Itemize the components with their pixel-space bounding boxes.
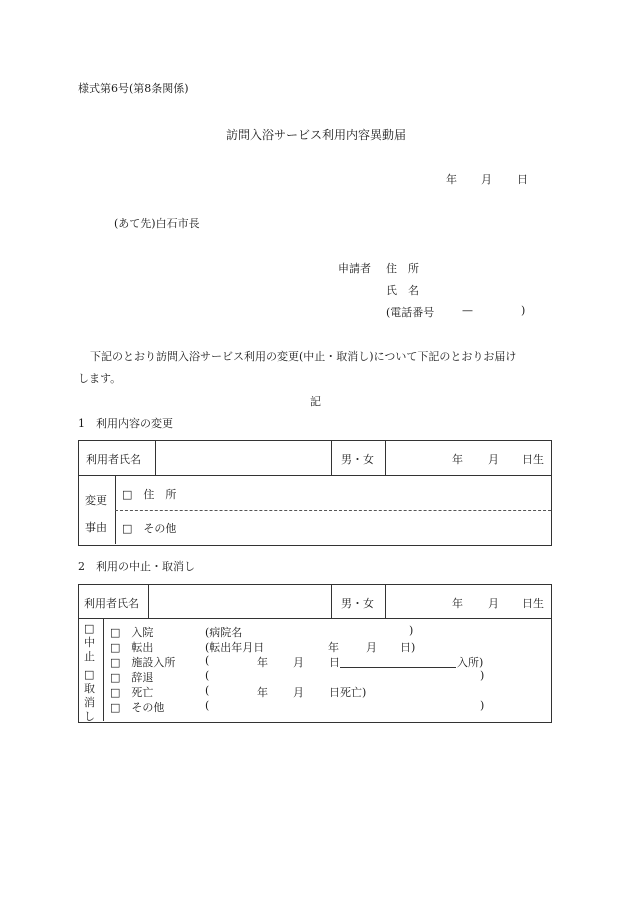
section1-birth-month: 月	[488, 453, 499, 466]
row-hospitalization-item[interactable]: □ 入院	[110, 626, 154, 639]
section1-birth-day: 日生	[522, 453, 544, 466]
section1-name-divider	[155, 440, 156, 475]
ki-heading: 記	[310, 395, 321, 408]
row-moveout-detail: (転出年月日	[205, 641, 265, 654]
side-chushi-char-2: 止	[84, 650, 95, 663]
section1-heading: 1 利用内容の変更	[78, 417, 173, 430]
applicant-phone-close: )	[521, 304, 526, 317]
section2-birth-month: 月	[488, 597, 499, 610]
date-day: 日	[517, 173, 528, 186]
side-torikeshi-char-1: 取	[84, 682, 95, 695]
row-death-item[interactable]: □ 死亡	[110, 686, 154, 699]
applicant-phone-label: (電話番号	[386, 306, 435, 319]
section1-option-other[interactable]: □ その他	[122, 522, 177, 535]
section1-gender[interactable]: 男・女	[341, 453, 374, 466]
applicant-address-label: 住 所	[386, 262, 419, 275]
row-facility-close: 入所)	[457, 656, 484, 669]
row-moveout-item[interactable]: □ 転出	[110, 641, 154, 654]
section2-user-name-label: 利用者氏名	[84, 597, 139, 610]
row-hospitalization-close: )	[409, 624, 414, 637]
date-year: 年	[446, 173, 457, 186]
row-other-close: )	[480, 699, 485, 712]
section2-birth-day: 日生	[522, 597, 544, 610]
side-chushi-char-1: 中	[84, 636, 95, 649]
row-moveout-year: 年	[328, 641, 339, 654]
section1-gender-divider-left	[331, 440, 332, 475]
section1-reason-label-1: 変更	[85, 494, 107, 507]
row-decline-item[interactable]: □ 辞退	[110, 671, 154, 684]
section2-side-chushi[interactable]	[84, 622, 95, 664]
section2-gender[interactable]: 男・女	[341, 597, 374, 610]
section1-row-divider	[78, 475, 551, 476]
addressee: (あて先)白石市長	[114, 217, 200, 230]
row-death-year: 年	[257, 686, 268, 699]
row-facility-month: 月	[293, 656, 304, 669]
side-torikeshi-checkbox[interactable]: □	[84, 668, 95, 681]
row-facility-year: 年	[257, 656, 268, 669]
section2-row-divider	[78, 618, 551, 619]
section2-gender-divider-left	[331, 584, 332, 618]
row-decline-detail: (	[205, 669, 210, 682]
applicant-label: 申請者	[338, 262, 371, 275]
row-other-item[interactable]: □ その他	[110, 701, 165, 714]
row-facility-day: 日	[329, 656, 340, 669]
form-number: 様式第6号(第8条関係)	[78, 82, 189, 95]
side-torikeshi-char-2: 消	[84, 696, 95, 709]
section2-side-torikeshi[interactable]	[84, 668, 95, 724]
section2-side-divider	[103, 618, 104, 721]
applicant-phone-dash: —	[462, 304, 473, 317]
row-death-detail: (	[205, 684, 210, 697]
body-line-2: します。	[78, 372, 122, 385]
row-hospitalization-detail: (病院名	[205, 626, 243, 639]
section2-heading: 2 利用の中止・取消し	[78, 560, 195, 573]
form-title: 訪問入浴サービス利用内容異動届	[226, 128, 407, 142]
side-torikeshi-char-3: し	[84, 710, 95, 723]
row-moveout-month: 月	[366, 641, 377, 654]
row-death-month: 月	[293, 686, 304, 699]
section1-reason-dashed	[115, 510, 551, 511]
side-chushi-checkbox[interactable]: □	[84, 622, 95, 635]
date-month: 月	[481, 173, 492, 186]
section1-user-name-field[interactable]	[164, 446, 324, 470]
row-death-day: 日死亡)	[329, 686, 367, 699]
section1-user-name-label: 利用者氏名	[86, 453, 141, 466]
body-line-1: 下記のとおり訪問入浴サービス利用の変更(中止・取消し)について下記のとおりお届け	[90, 350, 517, 363]
section1-birth-year: 年	[452, 453, 463, 466]
row-decline-close: )	[480, 669, 485, 682]
row-other-detail: (	[205, 699, 210, 712]
section2-name-divider	[148, 584, 149, 618]
section1-option-address[interactable]: □ 住 所	[122, 488, 177, 501]
section1-reason-label-2: 事由	[85, 521, 107, 534]
row-moveout-day: 日)	[400, 641, 416, 654]
section2-birth-year: 年	[452, 597, 463, 610]
row-facility-underline[interactable]	[340, 667, 456, 668]
row-facility-item[interactable]: □ 施設入所	[110, 656, 176, 669]
section1-gender-divider-right	[385, 440, 386, 475]
row-facility-detail: (	[205, 654, 210, 667]
applicant-name-label: 氏 名	[386, 284, 419, 297]
section2-user-name-field[interactable]	[156, 590, 324, 614]
section2-gender-divider-right	[385, 584, 386, 618]
